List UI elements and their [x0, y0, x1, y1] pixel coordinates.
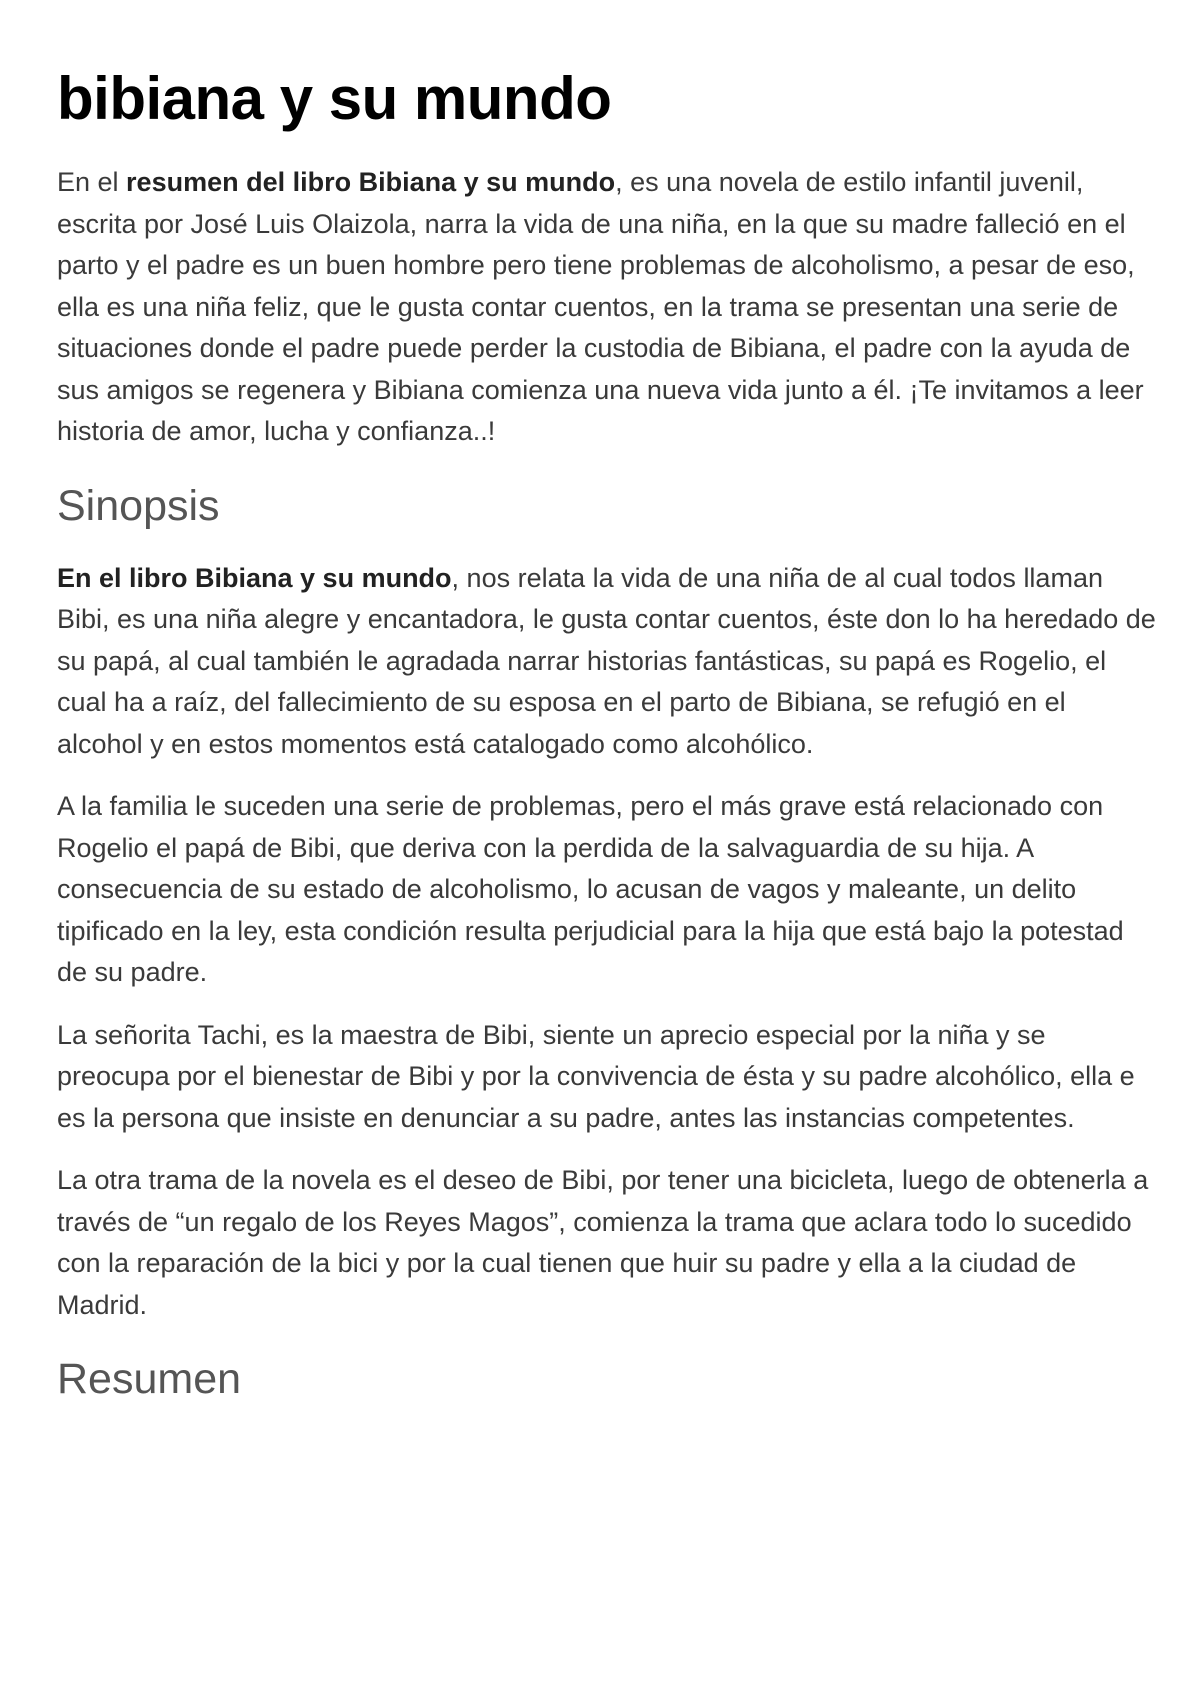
- sinopsis-paragraph-1: [57, 558, 1157, 766]
- sinopsis-paragraph-2: A la familia le suceden una serie de problemas, pero el más grave está relacionado con Rogelio el papá de Bibi, que deriva con la perdida de la salvaguardia de su hija. A consecuencia de su estado de alcoholismo, lo acusan de vagos y maleante, un delito tipificado en la ley, esta condición resulta perjudicial para la hija que está bajo la potestad de su padre.: [57, 791, 1124, 987]
- intro-text-start: En el: [57, 167, 127, 197]
- intro-text-rest: , es una novela de estilo infantil juvenil, escrita por José Luis Olaizola, narra la vida de una niña, en la que su madre falleció en el parto y el padre es un buen hombre pero tiene problemas de alcoholismo, a pesar de eso, ella es una niña feliz, que le gusta contar cuentos, en la trama se presentan una serie de situaciones donde el padre puede perder la custodia de Bibiana, el padre con la ayuda de sus amigos se regenera y Bibiana comienza una nueva vida junto a él. ¡Te invitamos a leer historia de amor, lucha y confianza..!: [57, 167, 1144, 446]
- intro-bold-phrase: resumen del libro Bibiana y su mundo: [126, 167, 616, 197]
- document-page: [57, 60, 1157, 1431]
- resumen-heading: Resumen: [57, 1355, 242, 1403]
- sinopsis-bold-phrase: En el libro Bibiana y su mundo: [57, 562, 452, 593]
- sinopsis-p1-text: , nos relata la vida de una niña de al cual todos llaman Bibi, es una niña alegre y encantadora, le gusta contar cuentos, éste don lo ha heredado de su papá, al cual también le agradada narrar historias fantásticas, su papá es Rogelio, el cual ha a raíz, del fallecimiento de su esposa en el parto de Bibiana, se refugió en el alcohol y en estos momentos está catalogado como alcohólico.: [57, 562, 1156, 759]
- sinopsis-paragraph-4: La otra trama de la novela es el deseo de Bibi, por tener una bicicleta, luego de obtenerla a través de “un regalo de los Reyes Magos”, comienza la trama que aclara todo lo sucedido con la reparación de la bici y por la cual tienen que huir su padre y ella a la ciudad de Madrid.: [57, 1165, 1149, 1320]
- sinopsis-heading: Sinopsis: [57, 481, 220, 530]
- sinopsis-paragraph-3: La señorita Tachi, es la maestra de Bibi, siente un aprecio especial por la niña y se preocupa por el bienestar de Bibi y por la convivencia de ésta y su padre alcohólico, ella e es la persona que insiste en denunciar a su padre, antes las instancias competentes.: [57, 1019, 1135, 1133]
- intro-paragraph: [57, 162, 1157, 453]
- page-title: bibiana y su mundo: [57, 65, 612, 132]
